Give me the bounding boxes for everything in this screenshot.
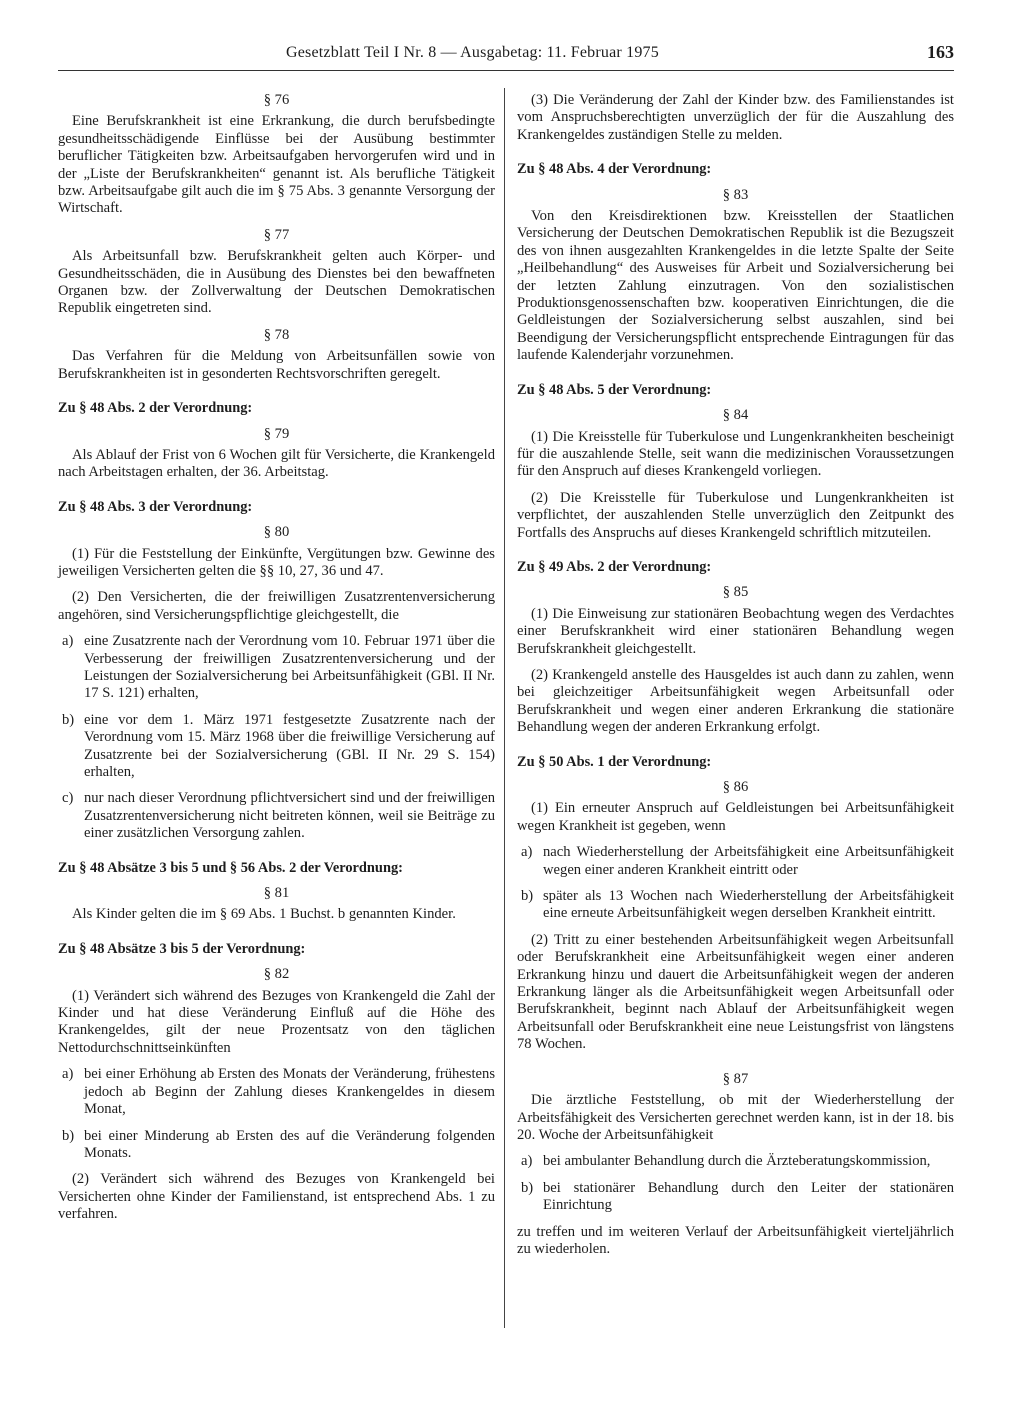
section-84-paragraph-1: (1) Die Kreisstelle für Tuberkulose und Lungenkrankheiten bescheinigt für die auszahlende Stelle, seit wann die medizinischen Voraussetzungen für den Anspruch auf dieses Krankengeld vorliegen. bbox=[517, 428, 954, 480]
list-item-text: eine Zusatzrente nach der Verordnung vom 10. Februar 1971 über die Verbesserung der freiwilligen Zusatzrentenversicherung und der Leistungen der Sozialversicherung bei Arbeitsunfähigkeit (GBl. II Nr. 17 S. 121) erhalten, bbox=[84, 633, 495, 702]
section-title-87: § 87 bbox=[722, 1070, 749, 1087]
heading-50-abs-1: Zu § 50 Abs. 1 der Verordnung: bbox=[517, 753, 712, 770]
list-marker: a) bbox=[521, 844, 533, 861]
section-87-paragraph-2: zu treffen und im weiteren Verlauf der Arbeitsunfähigkeit vierteljährlich zu wiederholen. bbox=[517, 1223, 954, 1257]
section-title-86: § 86 bbox=[722, 779, 749, 795]
section-title-79: § 79 bbox=[263, 425, 290, 442]
list-item bbox=[58, 633, 495, 703]
heading-48-abs-4: Zu § 48 Abs. 4 der Verordnung: bbox=[517, 161, 712, 178]
right-column bbox=[517, 92, 954, 1267]
section-85-paragraph-2: (2) Krankengeld anstelle des Hausgeldes ist auch dann zu zahlen, wenn bei gleichzeitiger Arbeitsunfähigkeit wegen Arbeitsunfall oder Berufskrankheit und wegen einer anderen Erkrankung die stationäre Behandlung wegen der anderen Erkrankung erfolgt. bbox=[517, 666, 954, 736]
section-83-paragraph: Von den Kreisdirektionen bzw. Kreisstellen der Staatlichen Versicherung der Deutschen Demokratischen Republik ist die Bezugszeit des von ihnen ausgezahlten Krankengeldes in die letzte Spalte der Seite „Heilbehandlung“ des Ausweises für Arbeit und Sozialversicherung bei der letzten Zahlung einzutragen. Von den sozialistischen Produktionsgenossenschaften bzw. kooperativen Einrichtungen, die die Geldleistungen der Sozialversicherung selbst auszahlen, sind bei Beendigung der Versicherungspflicht entsprechende Eintragungen für das laufende Kalenderjahr vorzunehmen. bbox=[517, 208, 954, 364]
page-number: 163 bbox=[927, 42, 954, 62]
section-80-paragraph-1: (1) Für die Feststellung der Einkünfte, Vergütungen bzw. Gewinne des jeweiligen Versicherten gelten die §§ 10, 27, 36 und 47. bbox=[58, 545, 495, 579]
section-81-paragraph: Als Kinder gelten die im § 69 Abs. 1 Buchst. b genannten Kinder. bbox=[72, 906, 456, 923]
section-86-paragraph-1: (1) Ein erneuter Anspruch auf Geldleistungen bei Arbeitsunfähigkeit wegen Krankheit ist gegeben, wenn bbox=[517, 800, 954, 834]
list-marker: a) bbox=[62, 1066, 74, 1083]
list-item bbox=[517, 1153, 954, 1170]
section-title-81: § 81 bbox=[263, 885, 290, 902]
section-77-paragraph: Als Arbeitsunfall bzw. Berufskrankheit gelten auch Körper- und Gesundheitsschäden, die in Ausübung des Dienstes bei den bewaffneten Organen bzw. der Zollverwaltung der Deutschen Demokratischen Republik eingetreten sind. bbox=[58, 248, 495, 317]
page-header bbox=[58, 44, 954, 71]
section-title-83: § 83 bbox=[722, 186, 749, 203]
list-marker: a) bbox=[521, 1153, 533, 1170]
section-84-paragraph-2: (2) Die Kreisstelle für Tuberkulose und Lungenkrankheiten ist verpflichtet, der auszahlenden Stelle unverzüglich den Zeitpunkt des Fortfalls des Anspruchs auf dieses Krankengeld schriftlich mitzuteilen. bbox=[517, 489, 954, 541]
section-78-paragraph: Das Verfahren für die Meldung von Arbeitsunfällen sowie von Berufskrankheiten ist in gesonderten Rechtsvorschriften geregelt. bbox=[58, 348, 495, 382]
list-item-text: eine vor dem 1. März 1971 festgesetzte Zusatzrente nach der Verordnung vom 15. März 1968 über die freiwillige Versicherung auf Zusatzrente bei der Sozialversicherung (GBl. II Nr. 29 S. 154) erhalten, bbox=[84, 711, 495, 780]
list-item bbox=[517, 844, 954, 879]
section-82-paragraph-3: (3) Die Veränderung der Zahl der Kinder bzw. des Familienstandes ist vom Anspruchsberechtigten unverzüglich der für die Auszahlung des Krankengeldes zuständigen Stelle zu melden. bbox=[517, 92, 954, 143]
list-item-text: bei stationärer Behandlung durch den Leiter der stationären Einrichtung bbox=[543, 1179, 954, 1214]
list-item-text: bei ambulanter Behandlung durch die Ärzteberatungskommission, bbox=[543, 1153, 931, 1170]
section-80-paragraph-2: (2) Den Versicherten, die der freiwilligen Zusatzrentenversicherung angehören, sind Versicherungspflichtige gleichgestellt, die bbox=[58, 589, 495, 623]
header-title: Gesetzblatt Teil I Nr. 8 — Ausgabetag: 11. Februar 1975 bbox=[286, 44, 659, 61]
section-82-paragraph-1: (1) Verändert sich während des Bezuges von Krankengeld die Zahl der Kinder und hat diese Veränderung Einfluß auf die Höhe des Krankengeldes, gilt der neue Prozentsatz von den täglichen Nettodurchschnittseinkünften bbox=[58, 987, 495, 1056]
heading-48-abs-5: Zu § 48 Abs. 5 der Verordnung: bbox=[517, 381, 712, 398]
list-item-text: nur nach dieser Verordnung pflichtversichert sind und der freiwilligen Zusatzrentenversicherung nicht beitreten können, weil sie Beiträge zu einer zusätzlichen Versorgung zahlen. bbox=[84, 790, 495, 842]
section-title-85: § 85 bbox=[722, 584, 749, 601]
heading-49-abs-2: Zu § 49 Abs. 2 der Verordnung: bbox=[517, 558, 712, 575]
section-79-paragraph: Als Ablauf der Frist von 6 Wochen gilt für Versicherte, die Krankengeld nach Arbeitstagen erhalten, der 36. Arbeitstag. bbox=[58, 446, 495, 481]
section-title-82: § 82 bbox=[263, 966, 290, 983]
section-82-paragraph-2: (2) Verändert sich während des Bezuges von Krankengeld bei Versicherten ohne Kinder der Familienstand, ist entsprechend Abs. 1 zu verfahren. bbox=[58, 1171, 495, 1223]
list-marker: a) bbox=[62, 633, 74, 650]
list-item-text: nach Wiederherstellung der Arbeitsfähigkeit eine Arbeitsunfähigkeit wegen einer anderen Krankheit eintritt oder bbox=[543, 844, 954, 878]
column-divider bbox=[504, 88, 505, 1328]
heading-48-abs-3: Zu § 48 Abs. 3 der Verordnung: bbox=[58, 498, 253, 515]
section-title-80: § 80 bbox=[263, 524, 290, 541]
list-item bbox=[58, 790, 495, 842]
section-85-paragraph-1: (1) Die Einweisung zur stationären Beobachtung wegen des Verdachtes einer Berufskrankheit wird einer stationären Behandlung wegen Berufskrankheit gleichgestellt. bbox=[517, 605, 954, 657]
list-item-text: bei einer Minderung ab Ersten des auf die Veränderung folgenden Monats. bbox=[84, 1127, 495, 1161]
list-item bbox=[58, 1128, 495, 1163]
section-76-paragraph: Eine Berufskrankheit ist eine Erkrankung, die durch berufsbedingte gesundheitsschädigende Einflüsse bei der Ausübung bestimmter beruflicher Tätigkeiten bzw. Arbeitsaufgaben hervorgerufen wird und in der „Liste der Berufskrankheiten“ genannt ist. Als berufliche Tätigkeit bzw. Arbeitsaufgabe gilt auch die im § 75 Abs. 3 genannte Versorgung der Wirtschaft. bbox=[58, 113, 495, 217]
section-title-76: § 76 bbox=[263, 92, 290, 108]
heading-48-abs-3-5: Zu § 48 Absätze 3 bis 5 der Verordnung: bbox=[58, 940, 306, 957]
list-item bbox=[58, 1066, 495, 1118]
section-title-77: § 77 bbox=[263, 226, 290, 243]
left-column bbox=[58, 92, 495, 1233]
section-87-paragraph-1: Die ärztliche Feststellung, ob mit der Wiederherstellung der Arbeitsfähigkeit des Versicherten gerechnet werden kann, ist in der 18. bis 20. Woche der Arbeitsunfähigkeit bbox=[517, 1092, 954, 1143]
section-title-84: § 84 bbox=[722, 407, 749, 424]
list-marker: b) bbox=[62, 1127, 75, 1144]
list-item-text: später als 13 Wochen nach Wiederherstellung der Arbeitsfähigkeit eine erneute Arbeitsunfähigkeit wegen derselben Krankheit eintritt. bbox=[543, 888, 954, 922]
list-item bbox=[58, 712, 495, 782]
list-item bbox=[517, 888, 954, 923]
list-item bbox=[517, 1180, 954, 1215]
list-marker: b) bbox=[521, 1179, 534, 1196]
heading-48-abs-2: Zu § 48 Abs. 2 der Verordnung: bbox=[58, 400, 253, 417]
list-marker: c) bbox=[62, 790, 74, 807]
section-title-78: § 78 bbox=[263, 326, 290, 343]
list-item-text: bei einer Erhöhung ab Ersten des Monats der Veränderung, frühestens jedoch ab Beginn der Zahlung dieses Krankengeldes in diesem Monat, bbox=[84, 1066, 495, 1118]
section-86-paragraph-2: (2) Tritt zu einer bestehenden Arbeitsunfähigkeit wegen Arbeitsunfall oder Berufskrankheit eine Arbeitsunfähigkeit wegen einer anderen Erkrankung hinzu und dauert die Arbeitsunfähigkeit wegen der anderen Erkrankung länger als die Arbeitsunfähigkeit wegen Arbeitsunfall oder Berufskrankheit, beginnt nach Ablauf der Arbeitsunfähigkeit wegen Arbeitsunfall oder Berufskrankheit eine neue Leistungsfrist von längstens 78 Wochen. bbox=[517, 931, 954, 1053]
list-marker: b) bbox=[521, 888, 534, 905]
heading-48-abs-3-5-56: Zu § 48 Absätze 3 bis 5 und § 56 Abs. 2 der Verordnung: bbox=[58, 859, 403, 876]
list-marker: b) bbox=[62, 711, 75, 728]
